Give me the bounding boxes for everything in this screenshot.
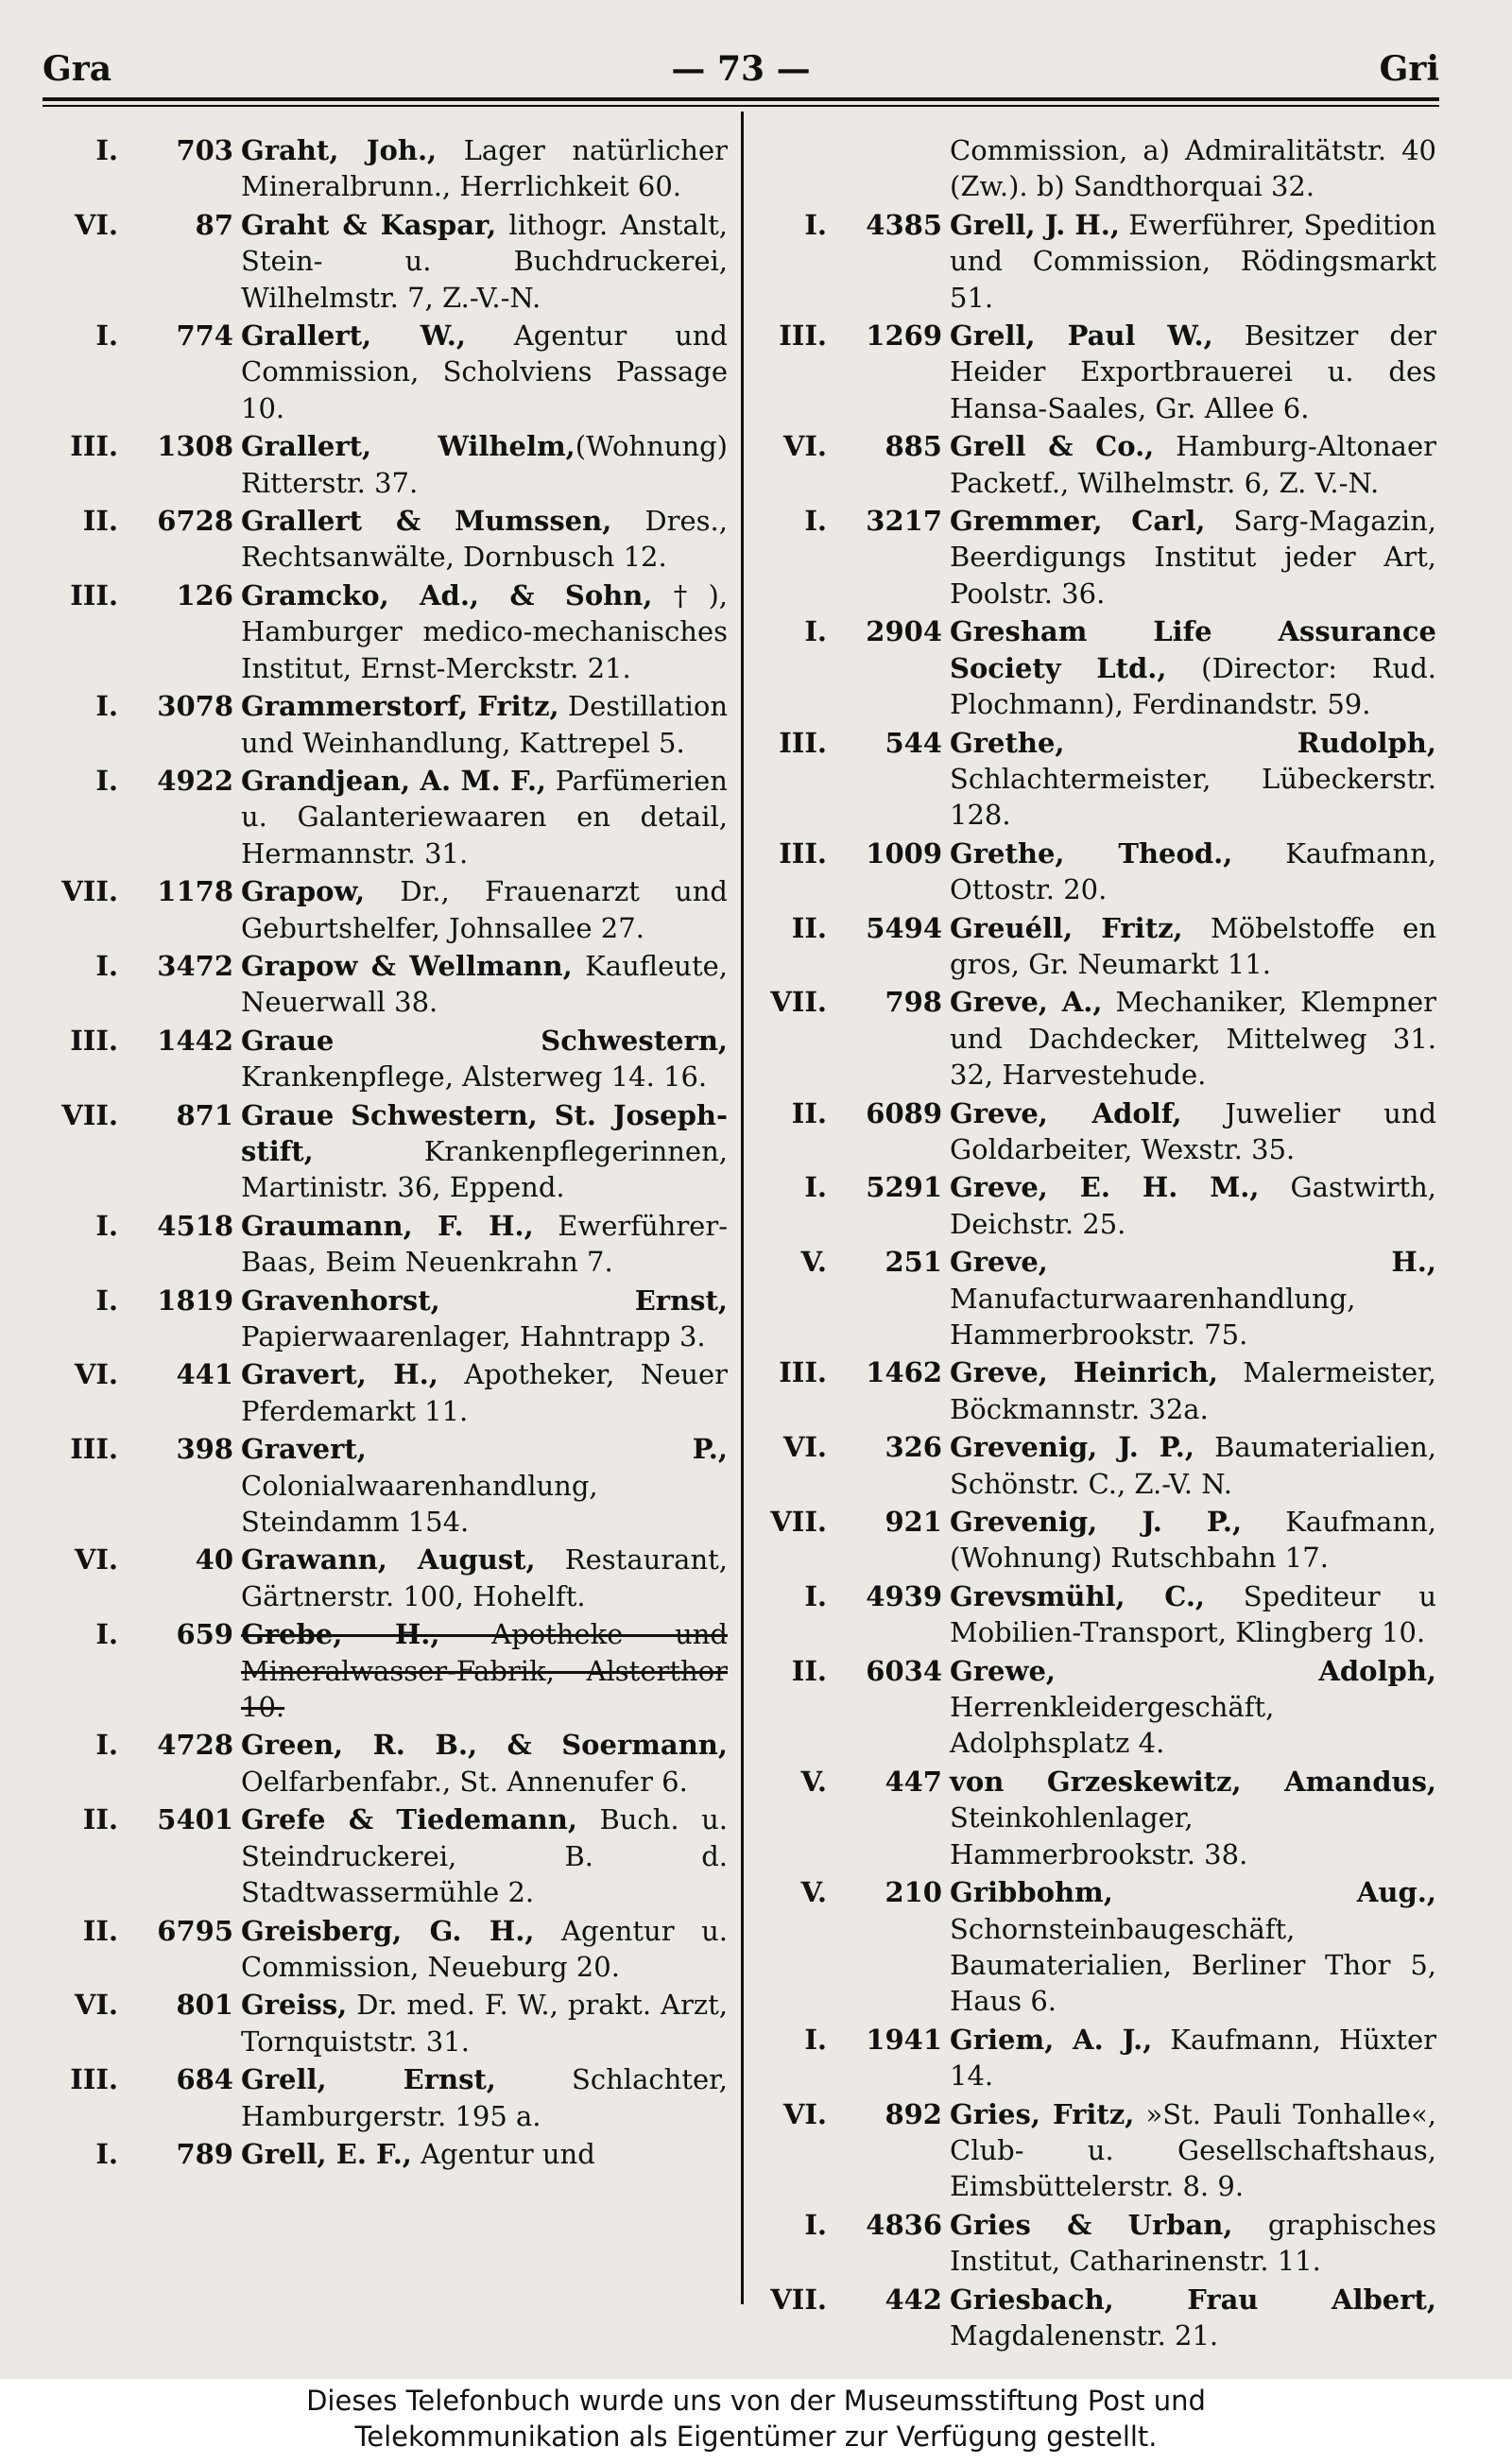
exchange-district: II. (82, 505, 118, 538)
subscriber-details: Kaufmann, (Wohnung) Rutschbahn 17. (950, 1506, 1436, 1575)
subscriber-name: Gravenhorst, Ernst, (241, 1284, 728, 1317)
line-number: 4518 (157, 1209, 233, 1242)
subscriber-details: Spediteur u Mobilien-Transport, Klingberg 10. (950, 1579, 1436, 1649)
line-number: 6034 (866, 1654, 942, 1687)
entry-text (950, 984, 1436, 1093)
directory-entry (751, 2207, 1436, 2280)
entry-text (950, 1095, 1436, 1168)
footer-notice (0, 2379, 1512, 2464)
line-number: 659 (176, 1618, 233, 1651)
entry-text (241, 1542, 728, 1614)
line-number: 1819 (157, 1284, 233, 1317)
exchange-district: VII. (61, 1098, 118, 1131)
exchange-district: VII. (770, 1506, 827, 1539)
exchange-district: VII. (61, 875, 118, 908)
line-number: 1462 (866, 1356, 942, 1389)
subscriber-name: Graue Schwestern, St. Joseph-stift, (241, 1098, 728, 1167)
subscriber-name: Green, R. B., & Soermann, (241, 1729, 728, 1762)
header-rule-thick (43, 97, 1439, 101)
subscriber-details: Steinkohlenlager, Hammerbrookstr. 38. (950, 1801, 1248, 1870)
entry-text (241, 948, 728, 1021)
subscriber-name: Greve, E. H. M., (950, 1171, 1260, 1204)
subscriber-name: Graue Schwestern, (241, 1024, 728, 1057)
directory-entry (43, 577, 728, 686)
entry-text (950, 2207, 1436, 2280)
line-number: 398 (176, 1433, 233, 1466)
directory-entry (751, 1764, 1436, 1872)
line-number: 3472 (157, 949, 233, 982)
entry-text (950, 318, 1436, 426)
subscriber-details: Parfümerien u. Galanteriewaaren en detail, Hermannstr. 31. (241, 764, 728, 870)
subscriber-details: Schlachtermeister, Lübeckerstr. 128. (950, 762, 1436, 832)
entry-text (950, 836, 1436, 908)
exchange-district: V. (800, 1876, 827, 1909)
subscriber-name: Greve, A., (950, 986, 1103, 1019)
line-number: 4939 (866, 1579, 942, 1612)
directory-entry (751, 613, 1436, 722)
line-number: 703 (176, 134, 233, 166)
directory-entry (43, 763, 728, 871)
line-number: 447 (885, 1765, 942, 1798)
subscriber-name: Grallert, W., (241, 319, 466, 353)
entry-text (241, 1987, 728, 2059)
subscriber-details: Agentur u. Commission, Neueburg 20. (241, 1914, 728, 1983)
exchange-district: III. (70, 1433, 118, 1466)
line-number: 126 (176, 578, 233, 612)
line-number: 1178 (157, 875, 233, 908)
entry-text (241, 2136, 728, 2172)
subscriber-details: Krankenpflege, Alsterweg 14. 16. (241, 1060, 708, 1094)
subscriber-details: Lager natürlicher Mineralbrunn., Herrlichkeit 60. (241, 134, 728, 203)
entry-text (241, 688, 728, 761)
exchange-district: III. (779, 319, 827, 353)
subscriber-details: Kaufmann, Hüxter 14. (950, 2023, 1436, 2093)
exchange-district: II. (791, 1654, 827, 1687)
subscriber-details: Agentur und Commission, Scholviens Passage 10. (241, 319, 728, 424)
line-number: 210 (885, 1876, 942, 1909)
subscriber-details: Restaurant, Gärtnerstr. 100, Hohelft. (241, 1543, 729, 1612)
entry-text (950, 725, 1436, 834)
subscriber-name: Gries & Urban, (950, 2208, 1233, 2241)
subscriber-name: Grevsmühl, C., (950, 1579, 1206, 1612)
subscriber-name: Greuéll, Fritz, (950, 911, 1183, 944)
subscriber-details: Hamburg-Altonaer Packetf., Wilhelmstr. 6, Z. V.-N. (950, 430, 1436, 499)
directory-entry (751, 1653, 1436, 1762)
line-number: 6728 (157, 505, 233, 538)
entry-text (950, 428, 1436, 501)
line-number: 251 (885, 1246, 942, 1279)
subscriber-name: Grebe, H., (241, 1618, 440, 1651)
footer-line-2: Telekommunikation als Eigentümer zur Verfügung gestellt. (354, 2421, 1158, 2453)
exchange-district: I. (95, 1284, 118, 1317)
line-number: 801 (176, 1989, 233, 2022)
subscriber-details: Malermeister, Böckmannstr. 32a. (950, 1356, 1437, 1425)
entry-text (950, 2282, 1436, 2354)
exchange-district: I. (95, 134, 118, 166)
subscriber-name: Griesbach, Frau Albert, (950, 2283, 1436, 2316)
directory-entry (751, 1429, 1436, 1502)
entry-text (241, 1431, 728, 1540)
subscriber-name: Greiss, (241, 1989, 348, 2022)
subscriber-details: Sarg-Magazin, Beerdigungs Institut jeder Art, Poolstr. 36. (950, 505, 1436, 610)
subscriber-details: Mechaniker, Klempner und Dachdecker, Mittelweg 31. 32, Harvestehude. (950, 986, 1436, 1092)
directory-entry (43, 873, 728, 946)
subscriber-name: Graumann, F. H., (241, 1209, 534, 1242)
entry-text (241, 318, 728, 426)
subscriber-name: Greve, Adolf, (950, 1096, 1182, 1129)
subscriber-details: Agentur und (411, 2137, 595, 2170)
entry-text (950, 1354, 1436, 1427)
page-header (43, 45, 1439, 93)
line-number: 4385 (866, 208, 942, 241)
line-number: 441 (176, 1358, 233, 1391)
directory-entry (751, 503, 1436, 612)
directory-entry (751, 1578, 1436, 1651)
entry-text (241, 1356, 728, 1429)
exchange-district: VI. (74, 1989, 118, 2022)
exchange-district: I. (804, 1579, 827, 1612)
entry-text (241, 1913, 728, 1986)
subscriber-name: Grammerstorf, Fritz, (241, 690, 559, 723)
subscriber-details: Destillation und Weinhandlung, Kattrepel 5. (241, 690, 729, 759)
entry-text (241, 763, 728, 871)
subscriber-name: Gremmer, Carl, (950, 505, 1206, 538)
entry-text (241, 1801, 728, 1910)
line-number: 1442 (157, 1024, 233, 1057)
exchange-district: VII. (770, 2283, 827, 2316)
subscriber-name: Grell, J. H., (950, 208, 1120, 241)
directory-entry (43, 503, 728, 576)
entry-text (241, 503, 728, 576)
entry-text (241, 1727, 728, 1800)
entry-text (950, 1578, 1436, 1651)
exchange-district: VI. (74, 1358, 118, 1391)
exchange-district: V. (800, 1246, 827, 1279)
directory-entry (43, 1913, 728, 1986)
subscriber-name: Greve, Heinrich, (950, 1356, 1219, 1389)
subscriber-name: Grethe, Theod., (950, 836, 1233, 870)
left-column (43, 132, 728, 2174)
subscriber-name: Gresham Life Assurance Society Ltd., (950, 615, 1436, 684)
entry-text (950, 910, 1436, 983)
subscriber-name: Grethe, Rudolph, (950, 726, 1436, 759)
header-right-key: Gri (1379, 49, 1439, 89)
line-number: 5291 (866, 1171, 942, 1204)
subscriber-name: Greisberg, G. H., (241, 1914, 535, 1947)
entry-text (241, 132, 728, 205)
entry-text (950, 132, 1436, 205)
entry-text (241, 207, 728, 316)
subscriber-details: Magdalenenstr. 21. (950, 2318, 1219, 2352)
subscriber-name: Griem, A. J., (950, 2023, 1153, 2056)
subscriber-details: Commission, a) Admiralitätstr. 40 (Zw.). b) Sandthorquai 32. (950, 134, 1436, 203)
subscriber-details: Dr., Frauenarzt und Geburtshelfer, Johnsallee 27. (241, 875, 728, 944)
directory-entry (751, 836, 1436, 908)
line-number: 892 (885, 2097, 942, 2130)
subscriber-details: Ewerführer-Baas, Beim Neuenkrahn 7. (241, 1209, 728, 1279)
directory-entry (751, 132, 1436, 205)
entry-text (241, 1616, 728, 1725)
directory-entry (43, 1987, 728, 2059)
subscriber-details: Kaufleute, Neuerwall 38. (241, 949, 728, 1019)
entry-text (241, 1208, 728, 1281)
entry-text (950, 2096, 1436, 2205)
subscriber-details: Apotheke und Mineralwasser-Fabrik, Alsterthor 10. (241, 1618, 728, 1724)
exchange-district: I. (95, 1729, 118, 1762)
subscriber-name: Grevenig, J. P., (950, 1431, 1194, 1464)
entry-text (950, 503, 1436, 612)
exchange-district: I. (95, 1618, 118, 1651)
line-number: 3217 (866, 505, 942, 538)
subscriber-details: Dres., Rechtsanwälte, Dornbusch 12. (241, 505, 728, 574)
exchange-district: V. (800, 1765, 827, 1798)
subscriber-name: Grell, Paul W., (950, 319, 1213, 353)
exchange-district: VI. (74, 208, 118, 241)
subscriber-details: Schlachter, Hamburgerstr. 195 a. (241, 2063, 728, 2132)
entry-text (241, 873, 728, 946)
entry-text (950, 1429, 1436, 1502)
entry-text (241, 428, 728, 501)
entry-text (950, 1764, 1436, 1872)
entry-text (241, 1283, 728, 1355)
subscriber-name: Grapow, (241, 875, 366, 908)
line-number: 1269 (866, 319, 942, 353)
column-divider (741, 112, 744, 2304)
subscriber-name: Gravert, P., (241, 1433, 728, 1466)
directory-entry (43, 1097, 728, 1206)
line-number: 4836 (866, 2208, 942, 2241)
directory-entry (43, 1616, 728, 1725)
line-number: 871 (176, 1098, 233, 1131)
subscriber-name: Graht, Joh., (241, 134, 438, 166)
line-number: 798 (885, 986, 942, 1019)
exchange-district: II. (791, 1096, 827, 1129)
exchange-district: II. (82, 1914, 118, 1947)
line-number: 684 (176, 2063, 233, 2096)
subscriber-details: Juwelier und Goldarbeiter, Wexstr. 35. (950, 1096, 1437, 1165)
entry-text (950, 1244, 1436, 1353)
directory-entry (43, 1431, 728, 1540)
subscriber-name: Grapow & Wellmann, (241, 949, 573, 982)
exchange-district: III. (70, 578, 118, 612)
exchange-district: I. (804, 1171, 827, 1204)
line-number: 544 (885, 726, 942, 759)
line-number: 40 (195, 1543, 233, 1577)
line-number: 3078 (157, 690, 233, 723)
subscriber-details: Buch. u. Steindruckerei, B. d. Stadtwassermühle 2. (241, 1803, 728, 1909)
exchange-district: I. (95, 319, 118, 353)
directory-entry (751, 984, 1436, 1093)
entry-text (950, 1504, 1436, 1577)
directory-entry (751, 1095, 1436, 1168)
exchange-district: II. (791, 911, 827, 944)
entry-text (950, 1169, 1436, 1242)
subscriber-name: Grawann, August, (241, 1543, 536, 1577)
exchange-district: I. (95, 2137, 118, 2170)
directory-entry (751, 2022, 1436, 2094)
subscriber-details: »St. Pauli Tonhalle«, Club- u. Gesellschaftshaus, Eimsbüttelerstr. 8. 9. (950, 2097, 1436, 2203)
header-rule-thin (43, 105, 1439, 107)
exchange-district: VI. (782, 1431, 827, 1464)
line-number: 2904 (866, 615, 942, 648)
page-number: — 73 — (671, 49, 811, 89)
subscriber-details: Gastwirth, Deichstr. 25. (950, 1171, 1436, 1240)
subscriber-details: Besitzer der Heider Exportbrauerei u. des Hansa-Saales, Gr. Allee 6. (950, 319, 1436, 424)
directory-entry (43, 1356, 728, 1429)
exchange-district: III. (779, 726, 827, 759)
directory-entry (43, 428, 728, 501)
directory-entry (751, 1244, 1436, 1353)
directory-entry (43, 688, 728, 761)
exchange-district: I. (95, 1209, 118, 1242)
subscriber-details: Apotheker, Neuer Pferdemarkt 11. (241, 1358, 728, 1427)
entry-text (950, 207, 1436, 316)
directory-entry (43, 207, 728, 316)
subscriber-name: Grevenig, J. P., (950, 1506, 1243, 1539)
exchange-district: VI. (782, 430, 827, 463)
line-number: 6795 (157, 1914, 233, 1947)
exchange-district: I. (95, 764, 118, 797)
entry-text (241, 1023, 728, 1095)
exchange-district: I. (804, 2208, 827, 2241)
directory-entry (43, 1023, 728, 1095)
subscriber-name: Grell, E. F., (241, 2137, 412, 2170)
exchange-district: VI. (782, 2097, 827, 2130)
directory-entry (751, 1504, 1436, 1577)
exchange-district: I. (804, 615, 827, 648)
entry-text (241, 1097, 728, 1206)
exchange-district: III. (779, 836, 827, 870)
directory-entry (751, 725, 1436, 834)
directory-entry (751, 2096, 1436, 2205)
subscriber-details: lithogr. Anstalt, Stein- u. Buchdruckerei, Wilhelmstr. 7, Z.-V.-N. (241, 208, 728, 314)
subscriber-details: Oelfarbenfabr., St. Annenufer 6. (241, 1765, 688, 1798)
subscriber-details: Manufacturwaarenhandlung, Hammerbrookstr. 75. (950, 1282, 1356, 1351)
subscriber-details: Papierwaarenlager, Hahntrapp 3. (241, 1320, 706, 1353)
subscriber-name: von Grzeskewitz, Amandus, (950, 1765, 1436, 1798)
directory-entry (751, 2282, 1436, 2354)
line-number: 1941 (866, 2023, 942, 2056)
exchange-district: III. (779, 1356, 827, 1389)
line-number: 6089 (866, 1096, 942, 1129)
directory-entry (751, 428, 1436, 501)
line-number: 5494 (866, 911, 942, 944)
subscriber-details: Krankenpflegerinnen, Martinistr. 36, Eppend. (241, 1134, 728, 1204)
subscriber-name: Gries, Fritz, (950, 2097, 1135, 2130)
line-number: 4728 (157, 1729, 233, 1762)
exchange-district: II. (82, 1803, 118, 1836)
directory-entry (43, 1542, 728, 1614)
subscriber-name: Gribbohm, Aug., (950, 1876, 1436, 1909)
entry-text (950, 1653, 1436, 1762)
subscriber-details: Herrenkleidergeschäft, Adolphsplatz 4. (950, 1691, 1275, 1760)
subscriber-details: Colonialwaarenhandlung, Steindamm 154. (241, 1469, 598, 1539)
directory-entry (43, 1727, 728, 1800)
exchange-district: VI. (74, 1543, 118, 1577)
entry-text (950, 2022, 1436, 2094)
line-number: 885 (885, 430, 942, 463)
directory-entry (751, 1354, 1436, 1427)
subscriber-name: Graht & Kaspar, (241, 208, 497, 241)
subscriber-details: (Director: Rud. Plochmann), Ferdinandstr. 59. (950, 651, 1436, 721)
directory-entry (43, 1801, 728, 1910)
subscriber-name: Grell & Co., (950, 430, 1155, 463)
exchange-district: I. (804, 208, 827, 241)
exchange-district: III. (70, 2063, 118, 2096)
subscriber-name: Grandjean, A. M. F., (241, 764, 547, 797)
directory-entry (43, 132, 728, 205)
subscriber-details: (Wohnung) Ritterstr. 37. (241, 430, 728, 499)
exchange-district: III. (70, 430, 118, 463)
entry-text (950, 613, 1436, 722)
line-number: 87 (195, 208, 233, 241)
right-column (751, 132, 1436, 2355)
subscriber-name: Grewe, Adolph, (950, 1654, 1436, 1687)
entry-text (241, 577, 728, 686)
subscriber-details: Schornsteinbaugeschäft, Baumaterialien, Berliner Thor 5, Haus 6. (950, 1912, 1436, 2018)
line-number: 921 (885, 1506, 942, 1539)
subscriber-details: Möbelstoffe en gros, Gr. Neumarkt 11. (950, 911, 1436, 980)
subscriber-name: Grallert, Wilhelm, (241, 430, 576, 463)
subscriber-details: Kaufmann, Ottostr. 20. (950, 836, 1436, 906)
entry-text (950, 1874, 1436, 2020)
subscriber-name: Grefe & Tiedemann, (241, 1803, 577, 1836)
subscriber-name: Gravert, H., (241, 1358, 438, 1391)
footer-line-1: Dieses Telefonbuch wurde uns von der Museumsstiftung Post und (306, 2385, 1206, 2417)
line-number: 789 (176, 2137, 233, 2170)
directory-entry (751, 207, 1436, 316)
exchange-district: I. (95, 690, 118, 723)
subscriber-details: Baumaterialien, Schönstr. C., Z.-V. N. (950, 1431, 1436, 1500)
line-number: 326 (885, 1431, 942, 1464)
directory-entry (751, 1874, 1436, 2020)
line-number: 1308 (157, 430, 233, 463)
subscriber-details: Dr. med. F. W., prakt. Arzt, Tornquiststr. 31. (241, 1989, 728, 2058)
directory-entry (43, 948, 728, 1021)
subscriber-name: Grallert & Mumssen, (241, 505, 612, 538)
line-number: 5401 (157, 1803, 233, 1836)
exchange-district: VII. (770, 986, 827, 1019)
exchange-district: I. (95, 949, 118, 982)
header-left-key: Gra (43, 49, 112, 89)
directory-entry (751, 910, 1436, 983)
line-number: 774 (176, 319, 233, 353)
subscriber-name: Grell, Ernst, (241, 2063, 496, 2096)
directory-entry (751, 1169, 1436, 1242)
exchange-district: I. (804, 505, 827, 538)
directory-entry (43, 1283, 728, 1355)
directory-entry (43, 2061, 728, 2134)
directory-entry (43, 318, 728, 426)
subscriber-details: Ewerführer, Spedition und Commission, Rödingsmarkt 51. (950, 208, 1436, 314)
line-number: 442 (885, 2283, 942, 2316)
subscriber-name: Gramcko, Ad., & Sohn, (241, 578, 653, 612)
subscriber-details: †), Hamburger medico-mechanisches Institut, Ernst-Merckstr. 21. (241, 578, 728, 684)
subscriber-name: Greve, H., (950, 1246, 1436, 1279)
exchange-district: I. (804, 2023, 827, 2056)
directory-entry (43, 2136, 728, 2172)
entry-text (241, 2061, 728, 2134)
line-number: 4922 (157, 764, 233, 797)
line-number: 1009 (866, 836, 942, 870)
exchange-district: III. (70, 1024, 118, 1057)
subscriber-details: graphisches Institut, Catharinenstr. 11. (950, 2208, 1437, 2278)
directory-entry (751, 318, 1436, 426)
directory-entry (43, 1208, 728, 1281)
